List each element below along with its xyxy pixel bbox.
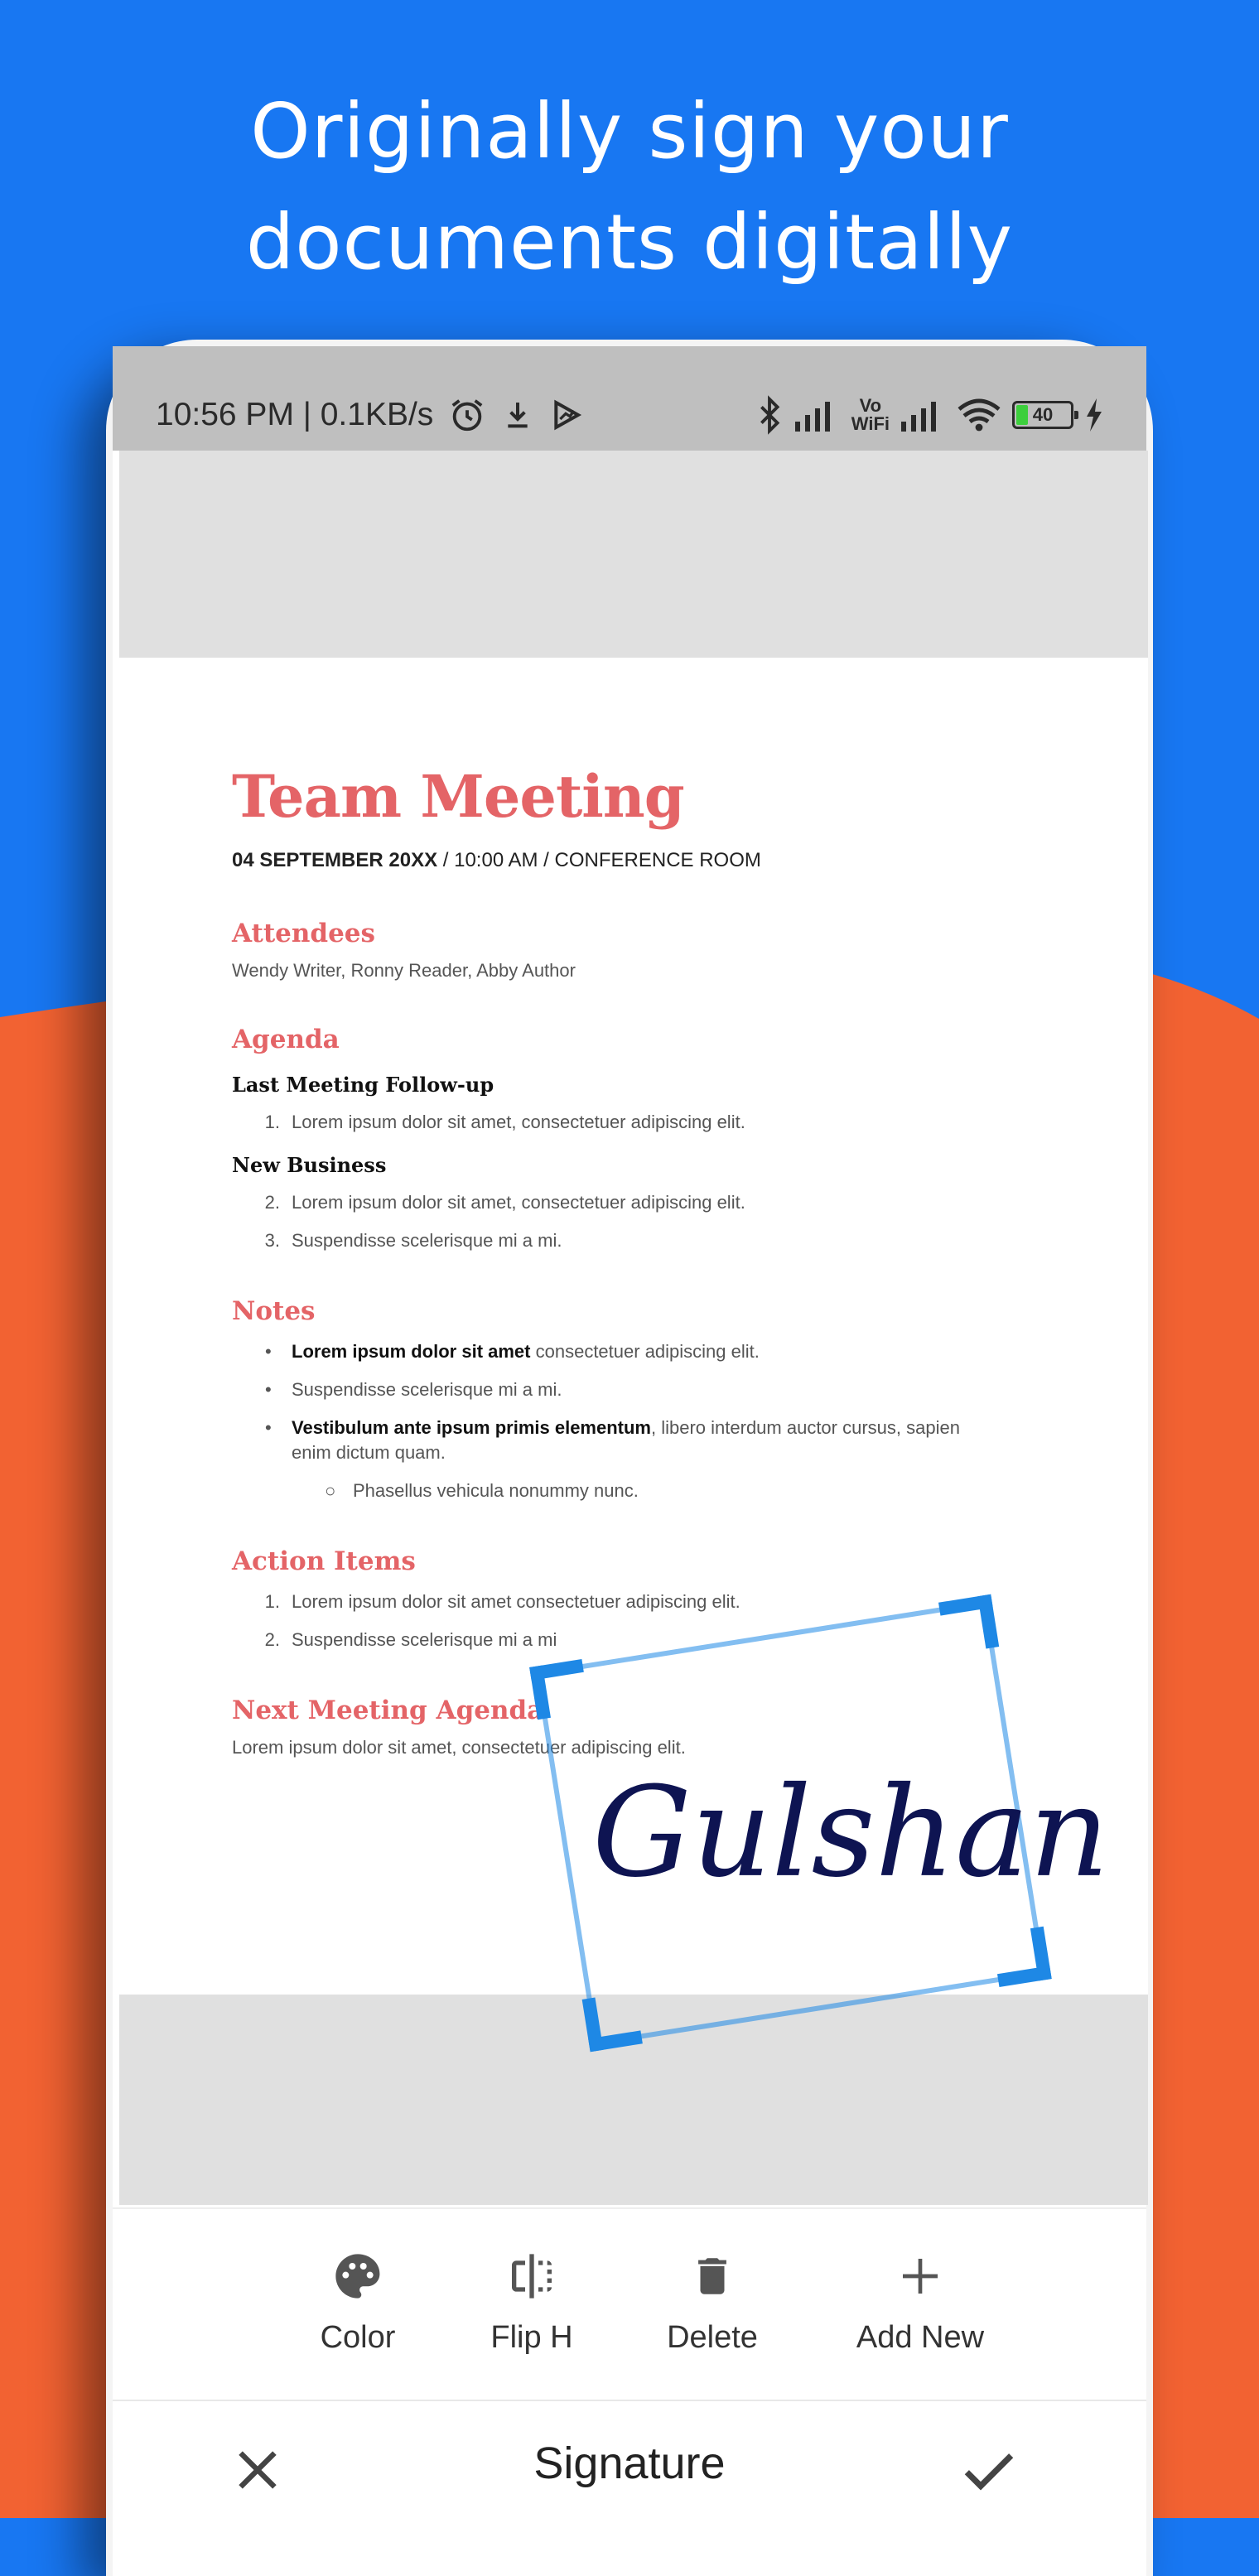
list-number: 3.	[264, 1230, 280, 1251]
list-item	[232, 1377, 1044, 1402]
circle-bullet-icon: ○	[325, 1480, 336, 1501]
bullet-icon: •	[265, 1379, 272, 1400]
headline-line-1: Originally sign your	[250, 87, 1009, 176]
vowifi-bottom: WiFi	[851, 413, 890, 434]
battery-icon	[1012, 401, 1073, 429]
phone-mockup	[106, 340, 1153, 2576]
canvas-gray-top	[119, 451, 1148, 658]
check-icon[interactable]	[956, 2438, 1022, 2504]
list-item	[232, 1416, 1044, 1465]
list-text: Lorem ipsum dolor sit amet consectetuer adipiscing elit.	[292, 1591, 740, 1612]
delete-label: Delete	[667, 2320, 758, 2355]
resize-handle-top-right[interactable]	[938, 1594, 999, 1655]
resize-handle-bottom-right[interactable]	[991, 1927, 1051, 1987]
headline-line-2: documents digitally	[245, 198, 1014, 287]
plus-icon	[897, 2253, 943, 2299]
flip-label: Flip H	[490, 2320, 573, 2355]
flip-icon	[505, 2250, 558, 2303]
vowifi-top: Vo	[859, 395, 882, 416]
list-text: Lorem ipsum dolor sit amet, consectetuer adipiscing elit.	[292, 1112, 745, 1132]
bullet-icon: •	[265, 1341, 272, 1362]
signature-toolbar	[113, 2207, 1146, 2400]
meta-date: 04 SEPTEMBER 20XX	[232, 849, 438, 871]
color-button[interactable]	[267, 2247, 449, 2356]
document-title: Team Meeting	[232, 762, 684, 831]
list-number: 1.	[264, 1591, 280, 1612]
alarm-icon	[448, 396, 486, 434]
note-text: consectetuer adipiscing elit.	[530, 1341, 760, 1362]
list-number: 2.	[264, 1629, 280, 1650]
battery-level: 40	[1032, 404, 1054, 425]
note-bold: Vestibulum ante ipsum primis elementum	[292, 1417, 651, 1438]
color-label: Color	[320, 2320, 396, 2355]
signal-icon	[795, 398, 840, 432]
resize-handle-top-left[interactable]	[529, 1659, 590, 1720]
document-content	[232, 762, 1044, 1758]
attendees-text: Wendy Writer, Ronny Reader, Abby Author	[232, 960, 576, 981]
add-new-label: Add New	[856, 2320, 985, 2355]
download-icon	[501, 398, 534, 432]
notes-heading: Notes	[232, 1296, 316, 1326]
list-item	[232, 1110, 1044, 1135]
list-text: Suspendisse scelerisque mi a mi.	[292, 1230, 562, 1251]
resize-handle-bottom-left[interactable]	[582, 1991, 643, 2052]
next-meeting-text: Lorem ipsum dolor sit amet, consectetuer adipiscing elit.	[232, 1737, 686, 1758]
attendees-heading: Attendees	[232, 919, 375, 948]
palette-icon	[331, 2250, 384, 2303]
note-bold: Lorem ipsum dolor sit amet	[292, 1341, 531, 1362]
trash-icon	[688, 2250, 736, 2303]
wifi-icon	[958, 398, 1001, 432]
signature-frame[interactable]	[535, 1600, 1110, 2047]
action-items-heading: Action Items	[232, 1546, 416, 1576]
note-text: , libero interdum auctor cursus, sapien enim dictum quam.	[292, 1417, 960, 1463]
agenda-heading: Agenda	[232, 1025, 340, 1054]
list-item	[232, 1190, 1044, 1215]
vowifi-label	[851, 397, 890, 433]
play-icon	[549, 398, 582, 432]
signal-icon-2	[901, 398, 946, 432]
status-bar	[113, 346, 1146, 451]
meta-time-place: / 10:00 AM / CONFERENCE ROOM	[437, 849, 761, 871]
followup-heading: Last Meeting Follow-up	[232, 1073, 494, 1097]
bluetooth-icon	[755, 396, 784, 434]
add-new-button[interactable]	[817, 2247, 1024, 2356]
list-item	[232, 1228, 1044, 1253]
new-business-heading: New Business	[232, 1153, 387, 1177]
bottom-action-bar	[113, 2400, 1146, 2565]
list-text: Suspendisse scelerisque mi a mi	[292, 1629, 557, 1650]
bottom-bar-title: Signature	[533, 2439, 726, 2488]
list-item	[232, 1339, 1044, 1364]
list-item	[232, 1479, 1044, 1503]
list-number: 1.	[264, 1112, 280, 1132]
headline	[0, 76, 1259, 298]
signature-text: Gulshan	[592, 1760, 1110, 1905]
list-text: Lorem ipsum dolor sit amet, consectetuer adipiscing elit.	[292, 1192, 745, 1213]
bullet-icon: •	[265, 1417, 272, 1438]
next-meeting-heading: Next Meeting Agenda	[232, 1696, 544, 1725]
document-meta	[232, 849, 1044, 872]
delete-button[interactable]	[621, 2247, 803, 2356]
note-nested-text: Phasellus vehicula nonummy nunc.	[353, 1480, 639, 1501]
flip-horizontal-button[interactable]	[441, 2247, 623, 2356]
status-time-speed: 10:56 PM | 0.1KB/s	[156, 397, 434, 432]
list-number: 2.	[264, 1192, 280, 1213]
charging-icon	[1085, 398, 1103, 432]
note-text: Suspendisse scelerisque mi a mi.	[292, 1379, 562, 1400]
